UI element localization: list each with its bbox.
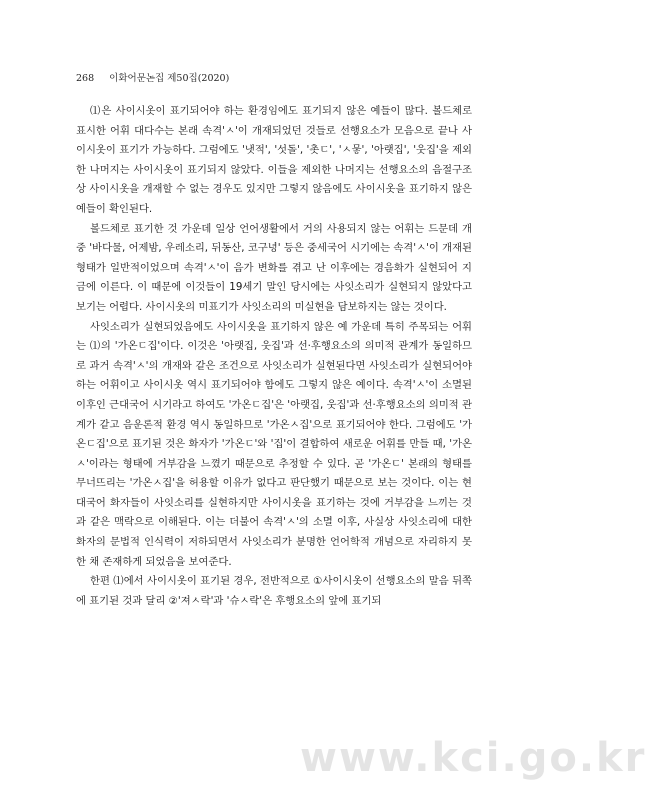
running-header xyxy=(76,70,241,84)
article-body xyxy=(76,102,472,611)
paragraph-4: 한편 ⑴에서 사이시옷이 표기된 경우, 전반적으로 ①사이시옷이 선행요소의 말음 뒤쪽에 표기된 것과 달리 ②'져ㅅ락'과 '슈ㅅ락'은 후행요소의 앞에 표기되 xyxy=(76,575,472,607)
watermark: www.kci.go.kr xyxy=(300,735,646,781)
journal-title: 이화어문논집 제50집(2020) xyxy=(109,73,230,84)
paragraph-2: 볼드체로 표기한 것 가운데 일상 언어생활에서 거의 사용되지 않는 어휘는 드문데 개중 '바다물, 어제밤, 우레소리, 뒤동산, 코구녕' 등은 중세국어 시기에는 속격'ㅅ'이 개재된 형태가 일반적이었으며 속격'ㅅ'이 음가 변화를 겪고 난 이후에는 경음화가 실현되어 지금에 이른다. 이 때문에 이것들이 19세기 말인 당시에는 사잇소리가 실현되지 않았다고 보기는 어렵다. 사이시옷의 미표기가 사잇소리의 미실현을 담보하지는 않는 것이다. xyxy=(76,222,472,313)
paragraph-3: 사잇소리가 실현되었음에도 사이시옷을 표기하지 않은 예 가운데 특히 주목되는 어휘는 ⑴의 '가온ㄷ집'이다. 이것은 '아랫집, 웃집'과 선·후행요소의 의미적 관계가 동일하므로 과거 속격'ㅅ'의 개재와 같은 조건으로 사잇소리가 실현된다면 사잇소리가 실현되어야 하는 어휘이고 사이시옷 역시 표기되어야 함에도 그렇지 않은 예이다. 속격'ㅅ'이 소멸된 이후인 근대국어 시기라고 하여도 '가온ㄷ집'은 '아랫집, 웃집'과 선·후행요소의 의미적 관계가 같고 음운론적 환경 역시 동일하므로 '가온ㅅ집'으로 표기되어야 한다. 그럼에도 '가온ㄷ집'으로 표기된 것은 화자가 '가온ㄷ'와 '집'이 결합하여 새로운 어휘를 만들 때, '가온ㅅ'이라는 형태에 거부감을 느꼈기 때문으로 추정할 수 있다. 곧 '가온ㄷ' 본래의 형태를 무너뜨리는 '가온ㅅ집'을 허용할 이유가 없다고 판단했기 때문으로 보는 것이다. 이는 현대국어 화자들이 사잇소리를 실현하지만 사이시옷을 표기하는 것에 거부감을 느끼는 것과 같은 맥락으로 이해된다. 이는 더불어 속격'ㅅ'의 소멸 이후, 사실상 사잇소리에 대한 화자의 문법적 인식력이 저하되면서 사잇소리가 분명한 언어학적 개념으로 자리하지 못한 채 존재하게 되었음을 보여준다. xyxy=(76,320,472,568)
paragraph-1: ⑴은 사이시옷이 표기되어야 하는 환경임에도 표기되지 않은 예들이 많다. 볼드체로 표시한 어휘 대다수는 본래 속격'ㅅ'이 개재되었던 것들로 선행요소가 모음으로 끝나 사이시옷이 표기가 가능하다. 그럼에도 '냇적', '섯돌', '촛ㄷ', 'ㅅ뭏', '아랫집', '웃집'을 제외한 나머지는 사이시옷이 표기되지 않았다. 이들을 제외한 나머지는 선행요소의 음절구조상 사이시옷을 개재할 수 없는 경우도 있지만 그렇지 않음에도 사이시옷을 표기하지 않은 예들이 확인된다. xyxy=(76,105,472,215)
page-number: 268 xyxy=(76,73,95,84)
